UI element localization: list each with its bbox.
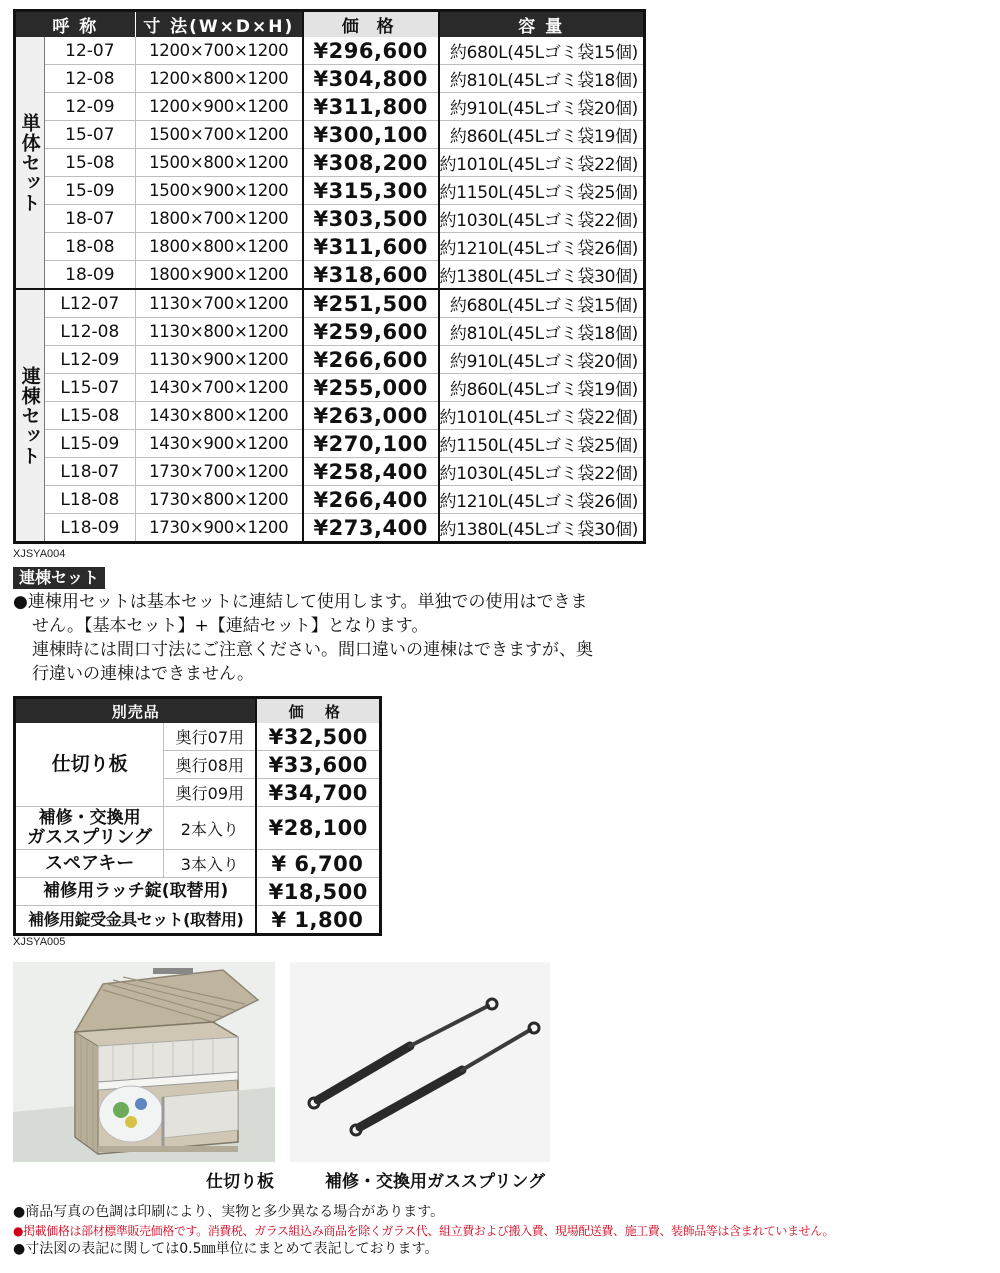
price: ¥273,400 <box>303 514 439 543</box>
option-price: ¥34,700 <box>256 779 380 807</box>
price: ¥300,100 <box>303 121 439 149</box>
capacity: 約1150L(45Lゴミ袋25個) <box>439 177 645 205</box>
table-row <box>15 233 645 261</box>
gas-spring-photo-caption: 補修・交換用ガススプリング <box>325 1172 545 1192</box>
price: ¥259,600 <box>303 318 439 346</box>
price: ¥251,500 <box>303 289 439 318</box>
price: ¥308,200 <box>303 149 439 177</box>
model-code: 15-07 <box>45 121 135 149</box>
gas-spring-photo <box>290 962 550 1162</box>
footnote-color: ●商品写真の色調は印刷により、実物と多少異なる場合があります。 <box>13 1204 445 1220</box>
dimensions: 1130×900×1200 <box>135 346 303 374</box>
renmune-note-line: ●連棟用セットは基本セットに連結して使用します。単独での使用はできま <box>13 592 588 612</box>
renmune-note-line: せん。【基本セット】+【連結セット】となります。 <box>32 616 429 636</box>
model-code: L15-09 <box>45 430 135 458</box>
capacity: 約680L(45Lゴミ袋15個) <box>439 37 645 65</box>
capacity: 約680L(45Lゴミ袋15個) <box>439 289 645 318</box>
dimensions: 1730×900×1200 <box>149 518 289 537</box>
partition-photo-caption: 仕切り板 <box>206 1172 274 1192</box>
dimensions: 1500×700×1200 <box>135 121 303 149</box>
table-row <box>15 486 645 514</box>
table-row <box>15 289 645 318</box>
header-name: 呼 称 <box>15 11 136 38</box>
price: ¥266,600 <box>303 346 439 374</box>
model-code: L15-08 <box>45 402 135 430</box>
price: ¥266,400 <box>303 486 439 514</box>
option-spare-key-name: スペアキー <box>15 850 164 878</box>
table-row <box>15 261 645 290</box>
capacity: 約1030L(45Lゴミ袋22個) <box>439 205 645 233</box>
model-code: 18-09 <box>45 261 135 290</box>
option-row-latch <box>15 878 381 906</box>
options-code-label: XJSYA005 <box>13 936 66 948</box>
table-row <box>15 121 645 149</box>
capacity: 約1380L(45Lゴミ袋30個) <box>439 520 639 540</box>
option-lock-receiver-name: 補修用錠受金具セット(取替用) <box>15 906 257 935</box>
model-code: 12-07 <box>45 37 135 65</box>
model-code: 12-08 <box>45 65 135 93</box>
renmune-note-line: 連棟時には間口寸法にご注意ください。間口違いの連棟はできますが、奥 <box>32 640 593 660</box>
table-row <box>15 37 645 65</box>
model-code: L12-08 <box>45 318 135 346</box>
dimensions: 1500×900×1200 <box>135 177 303 205</box>
capacity: 約1210L(45Lゴミ袋26個) <box>439 233 645 261</box>
option-sub: 奥行08用 <box>164 751 257 779</box>
option-partition-name: 仕切り板 <box>15 723 164 807</box>
dimensions: 1730×800×1200 <box>135 486 303 514</box>
capacity: 約810L(45Lゴミ袋18個) <box>439 65 645 93</box>
dimensions: 1200×900×1200 <box>135 93 303 121</box>
table-row <box>15 205 645 233</box>
footnote-price: ●掲載価格は部材標準販売価格です。消費税、ガラス組込み商品を除くガラス代、組立費および搬入費、現場配送費、施工費、装飾品等は含まれていません。 <box>13 1224 835 1238</box>
dimensions: 1730×700×1200 <box>135 458 303 486</box>
option-row-partition-07 <box>15 723 381 751</box>
renmune-note <box>13 590 653 686</box>
option-gas-spring-name <box>15 807 164 850</box>
option-row-spare-key <box>15 850 381 878</box>
option-latch-name: 補修用ラッチ錠(取替用) <box>15 878 257 906</box>
model-code: 15-09 <box>45 177 135 205</box>
dimensions: 1800×800×1200 <box>135 233 303 261</box>
price: ¥270,100 <box>303 430 439 458</box>
dimensions: 1430×700×1200 <box>135 374 303 402</box>
price: ¥263,000 <box>303 402 439 430</box>
model-code: 12-09 <box>45 93 135 121</box>
table-code-label: XJSYA004 <box>13 548 66 560</box>
capacity: 約860L(45Lゴミ袋19個) <box>439 121 645 149</box>
footnote-dimensions: ●寸法図の表記に関しては0.5㎜単位にまとめて表記しております。 <box>13 1241 439 1257</box>
model-code: L18-07 <box>45 458 135 486</box>
header-dimensions: 寸 法(W×D×H) <box>135 11 303 38</box>
price: ¥296,600 <box>303 37 439 65</box>
option-row-lock-receiver <box>15 906 381 935</box>
price-table-body <box>15 37 645 543</box>
dimensions: 1500×800×1200 <box>135 149 303 177</box>
model-code: L12-07 <box>45 289 135 318</box>
table-row <box>15 402 645 430</box>
model-code: 18-07 <box>45 205 135 233</box>
option-price: ¥ 1,800 <box>256 906 380 935</box>
dimensions: 1130×700×1200 <box>135 289 303 318</box>
capacity: 約810L(45Lゴミ袋18個) <box>439 318 645 346</box>
option-sub: 3本入り <box>164 850 257 878</box>
price-table <box>13 9 646 544</box>
capacity: 約1010L(45Lゴミ袋22個) <box>439 402 645 430</box>
capacity: 約1030L(45Lゴミ袋22個) <box>439 458 645 486</box>
price-table-header <box>15 11 645 38</box>
table-row <box>15 318 645 346</box>
trash-storage-illustration <box>13 962 275 1162</box>
dimensions: 1200×800×1200 <box>135 65 303 93</box>
table-row <box>15 149 645 177</box>
price: ¥258,400 <box>303 458 439 486</box>
model-code: 15-08 <box>45 149 135 177</box>
option-price: ¥32,500 <box>256 723 380 751</box>
renmune-section-title: 連棟セット <box>13 567 105 589</box>
price: ¥311,600 <box>303 233 439 261</box>
table-row <box>15 346 645 374</box>
dimensions: 1130×800×1200 <box>135 318 303 346</box>
option-price: ¥ 6,700 <box>256 850 380 878</box>
table-row <box>15 93 645 121</box>
group-label: 連棟セット <box>15 289 45 543</box>
options-header-name: 別売品 <box>15 698 257 724</box>
capacity: 約910L(45Lゴミ袋20個) <box>439 93 645 121</box>
capacity: 約860L(45Lゴミ袋19個) <box>439 374 645 402</box>
capacity: 約910L(45Lゴミ袋20個) <box>439 346 645 374</box>
options-header-price: 価 格 <box>256 698 380 724</box>
partition-photo <box>13 962 275 1162</box>
option-price: ¥18,500 <box>256 878 380 906</box>
dimensions: 1800×700×1200 <box>135 205 303 233</box>
model-code: 18-08 <box>45 233 135 261</box>
option-sub: 2本入り <box>164 807 257 850</box>
table-row <box>15 458 645 486</box>
table-row <box>15 430 645 458</box>
model-code: L18-09 <box>45 514 135 543</box>
capacity: 約1210L(45Lゴミ袋26個) <box>439 486 645 514</box>
option-row-gas-spring <box>15 807 381 850</box>
price: ¥255,000 <box>303 374 439 402</box>
model-code: L15-07 <box>45 374 135 402</box>
gas-spring-illustration <box>290 962 550 1162</box>
capacity: 約1150L(45Lゴミ袋25個) <box>439 430 645 458</box>
model-code: L18-08 <box>45 486 135 514</box>
model-code: L12-09 <box>45 346 135 374</box>
table-row <box>15 514 645 543</box>
price: ¥315,300 <box>303 177 439 205</box>
price: ¥318,600 <box>303 261 439 290</box>
option-sub: 奥行09用 <box>164 779 257 807</box>
dimensions: 1800×900×1200 <box>135 261 303 290</box>
option-gas-spring-name-line1: 補修・交換用 <box>38 808 141 828</box>
capacity: 約1010L(45Lゴミ袋22個) <box>439 149 645 177</box>
table-row <box>15 177 645 205</box>
options-table-header <box>15 698 381 724</box>
option-gas-spring-name-line2: ガススプリング <box>27 827 153 848</box>
price: ¥304,800 <box>303 65 439 93</box>
price: ¥303,500 <box>303 205 439 233</box>
dimensions: 1430×900×1200 <box>135 430 303 458</box>
dimensions: 1430×800×1200 <box>135 402 303 430</box>
capacity: 約1380L(45Lゴミ袋30個) <box>439 261 645 290</box>
option-price: ¥28,100 <box>256 807 380 850</box>
price: ¥311,800 <box>303 93 439 121</box>
options-table <box>13 696 382 936</box>
header-price: 価 格 <box>303 11 439 38</box>
group-label: 単体セット <box>15 37 45 289</box>
dimensions: 1200×700×1200 <box>135 37 303 65</box>
table-row <box>15 374 645 402</box>
renmune-note-line: 行違いの連棟はできません。 <box>32 664 255 684</box>
header-capacity: 容 量 <box>439 11 645 38</box>
option-price: ¥33,600 <box>256 751 380 779</box>
table-row <box>15 65 645 93</box>
option-sub: 奥行07用 <box>164 723 257 751</box>
